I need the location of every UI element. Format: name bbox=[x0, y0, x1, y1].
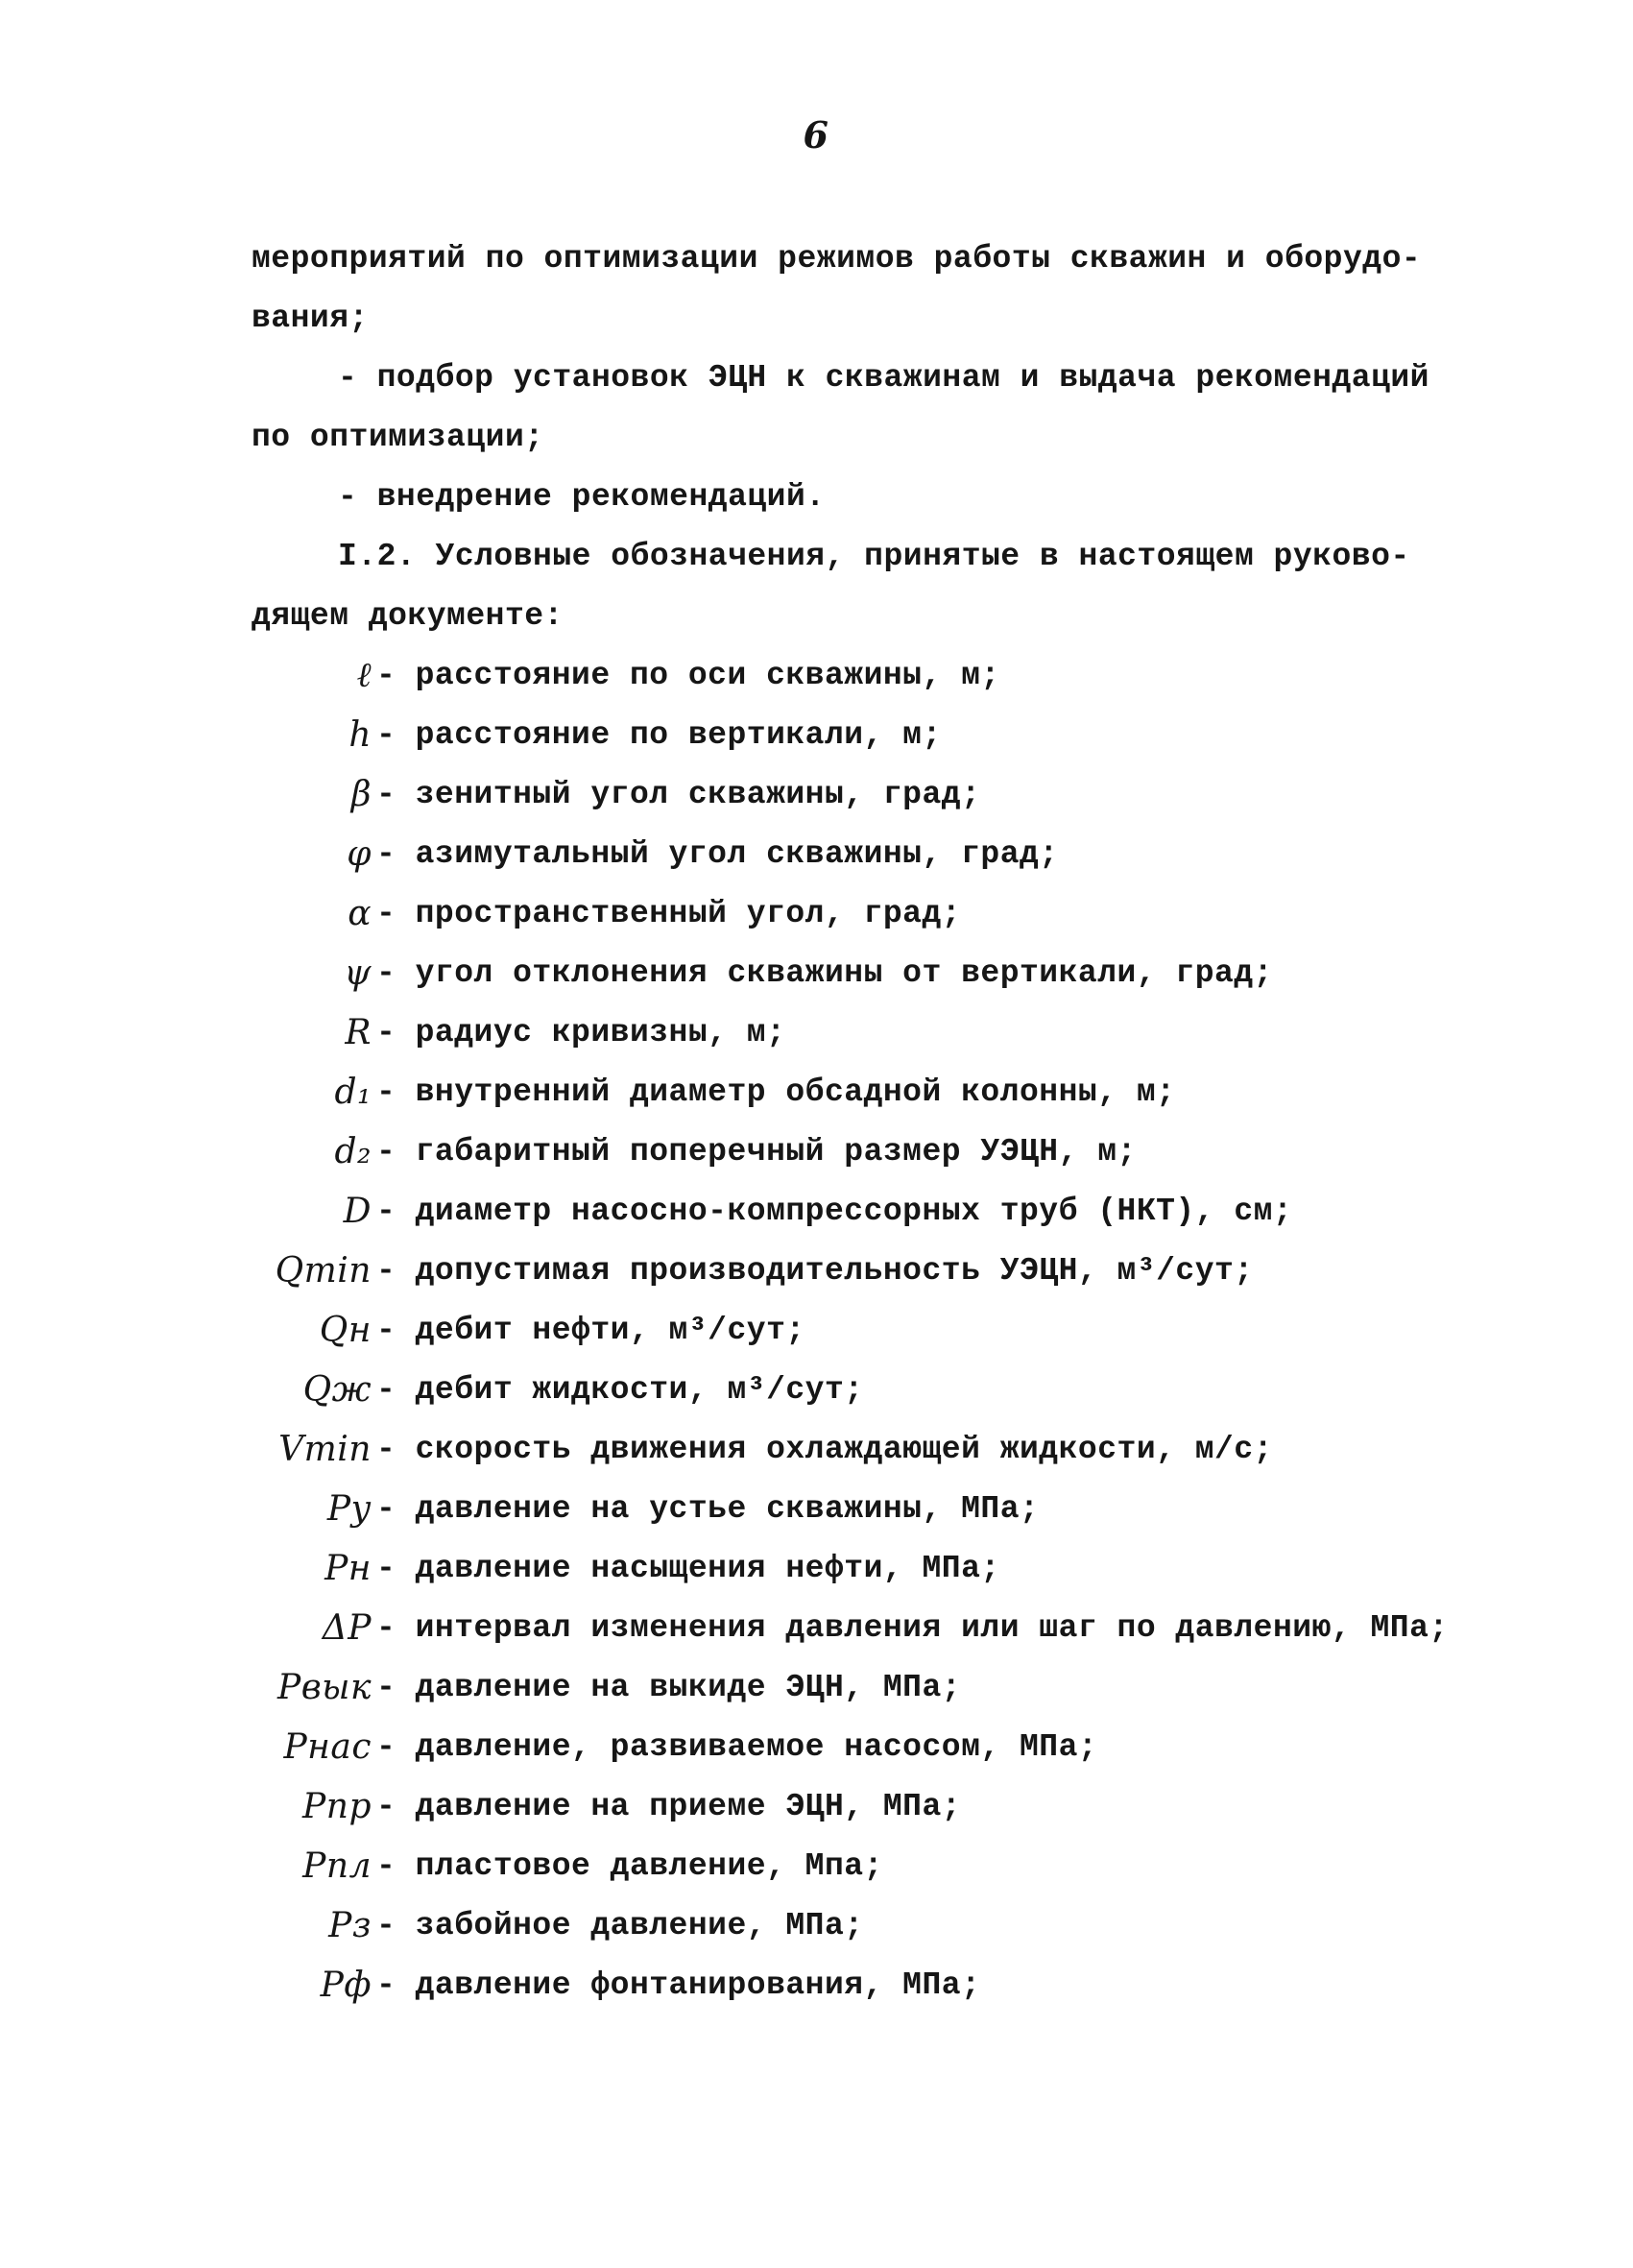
definition-symbol: Pу bbox=[326, 1489, 372, 1529]
definition-text: - расстояние по оси скважины, м; bbox=[376, 658, 1000, 693]
definition-text: - давление на приеме ЭЦН, МПа; bbox=[376, 1789, 962, 1824]
definition-symbol: Pпл bbox=[302, 1846, 372, 1886]
definition-text: - зенитный угол скважины, град; bbox=[376, 777, 981, 812]
definition-symbol: α bbox=[348, 894, 372, 933]
definition-symbol: D bbox=[343, 1192, 372, 1231]
section-heading-line-1: I.2. Условные обозначения, принятые в настоящем руково- bbox=[338, 539, 1410, 574]
definition-text: - габаритный поперечный размер УЭЦН, м; bbox=[376, 1134, 1137, 1170]
definition-symbol: β bbox=[350, 775, 372, 814]
definition-symbol: Qmin bbox=[275, 1251, 372, 1291]
definition-symbol: Qж bbox=[302, 1370, 372, 1410]
definition-text: - давление на устье скважины, МПа; bbox=[376, 1491, 1040, 1527]
intro-line-1: мероприятий по оптимизации режимов работы скважин и оборудо- bbox=[252, 241, 1422, 277]
definition-symbol: ΔP bbox=[322, 1608, 372, 1648]
definition-text: - угол отклонения скважины от вертикали, град; bbox=[376, 955, 1273, 991]
definition-text: - пластовое давление, Мпа; bbox=[376, 1848, 883, 1884]
definition-text: - пространственный угол, град; bbox=[376, 896, 962, 931]
definition-symbol: ψ bbox=[344, 953, 372, 993]
definition-symbol: Vmin bbox=[278, 1430, 372, 1469]
definition-text: - забойное давление, МПа; bbox=[376, 1908, 864, 1943]
definition-symbol: d₁ bbox=[334, 1073, 372, 1112]
bullet-selection-line-1: - подбор установок ЭЦН к скважинам и выдача рекомендаций bbox=[338, 360, 1429, 396]
section-heading-line-2: дящем документе: bbox=[252, 598, 564, 634]
definition-symbol: φ bbox=[347, 834, 372, 874]
definition-text: - скорость движения охлаждающей жидкости, м/с; bbox=[376, 1432, 1273, 1467]
definition-symbol: Pпр bbox=[302, 1787, 372, 1826]
definition-text: - давление насыщения нефти, МПа; bbox=[376, 1551, 1000, 1586]
page-number: 6 bbox=[803, 113, 829, 157]
definition-symbol: h bbox=[348, 715, 372, 755]
definition-text: - давление на выкиде ЭЦН, МПа; bbox=[376, 1670, 962, 1705]
definition-symbol: Pвык bbox=[277, 1668, 372, 1707]
bullet-selection-line-2: по оптимизации; bbox=[252, 420, 544, 455]
definition-text: - интервал изменения давления или шаг по давлению, МПа; bbox=[376, 1610, 1449, 1646]
definition-text: - дебит жидкости, м³/сут; bbox=[376, 1372, 864, 1408]
definition-text: - диаметр насосно-компрессорных труб (НКТ), см; bbox=[376, 1194, 1293, 1229]
definition-text: - допустимая производительность УЭЦН, м³/сут; bbox=[376, 1253, 1254, 1289]
bullet-implementation: - внедрение рекомендаций. bbox=[338, 479, 826, 515]
definition-text: - азимутальный угол скважины, град; bbox=[376, 836, 1059, 872]
definition-symbol: ℓ bbox=[356, 656, 372, 695]
definition-symbol: Qн bbox=[319, 1311, 372, 1350]
definition-text: - расстояние по вертикали, м; bbox=[376, 717, 942, 753]
definition-text: - давление фонтанирования, МПа; bbox=[376, 1967, 981, 2003]
definition-symbol: R bbox=[345, 1013, 372, 1052]
definition-symbol: Pн bbox=[324, 1549, 372, 1588]
definition-text: - радиус кривизны, м; bbox=[376, 1015, 786, 1050]
intro-line-2: вания; bbox=[252, 301, 369, 336]
definition-symbol: Pнас bbox=[283, 1727, 372, 1767]
definition-symbol: Pз bbox=[328, 1906, 372, 1945]
definition-text: - внутренний диаметр обсадной колонны, м; bbox=[376, 1074, 1176, 1110]
definition-symbol: d₂ bbox=[334, 1132, 372, 1171]
definition-symbol: Pф bbox=[320, 1966, 372, 2005]
definition-text: - дебит нефти, м³/сут; bbox=[376, 1313, 805, 1348]
definition-text: - давление, развиваемое насосом, МПа; bbox=[376, 1729, 1098, 1765]
